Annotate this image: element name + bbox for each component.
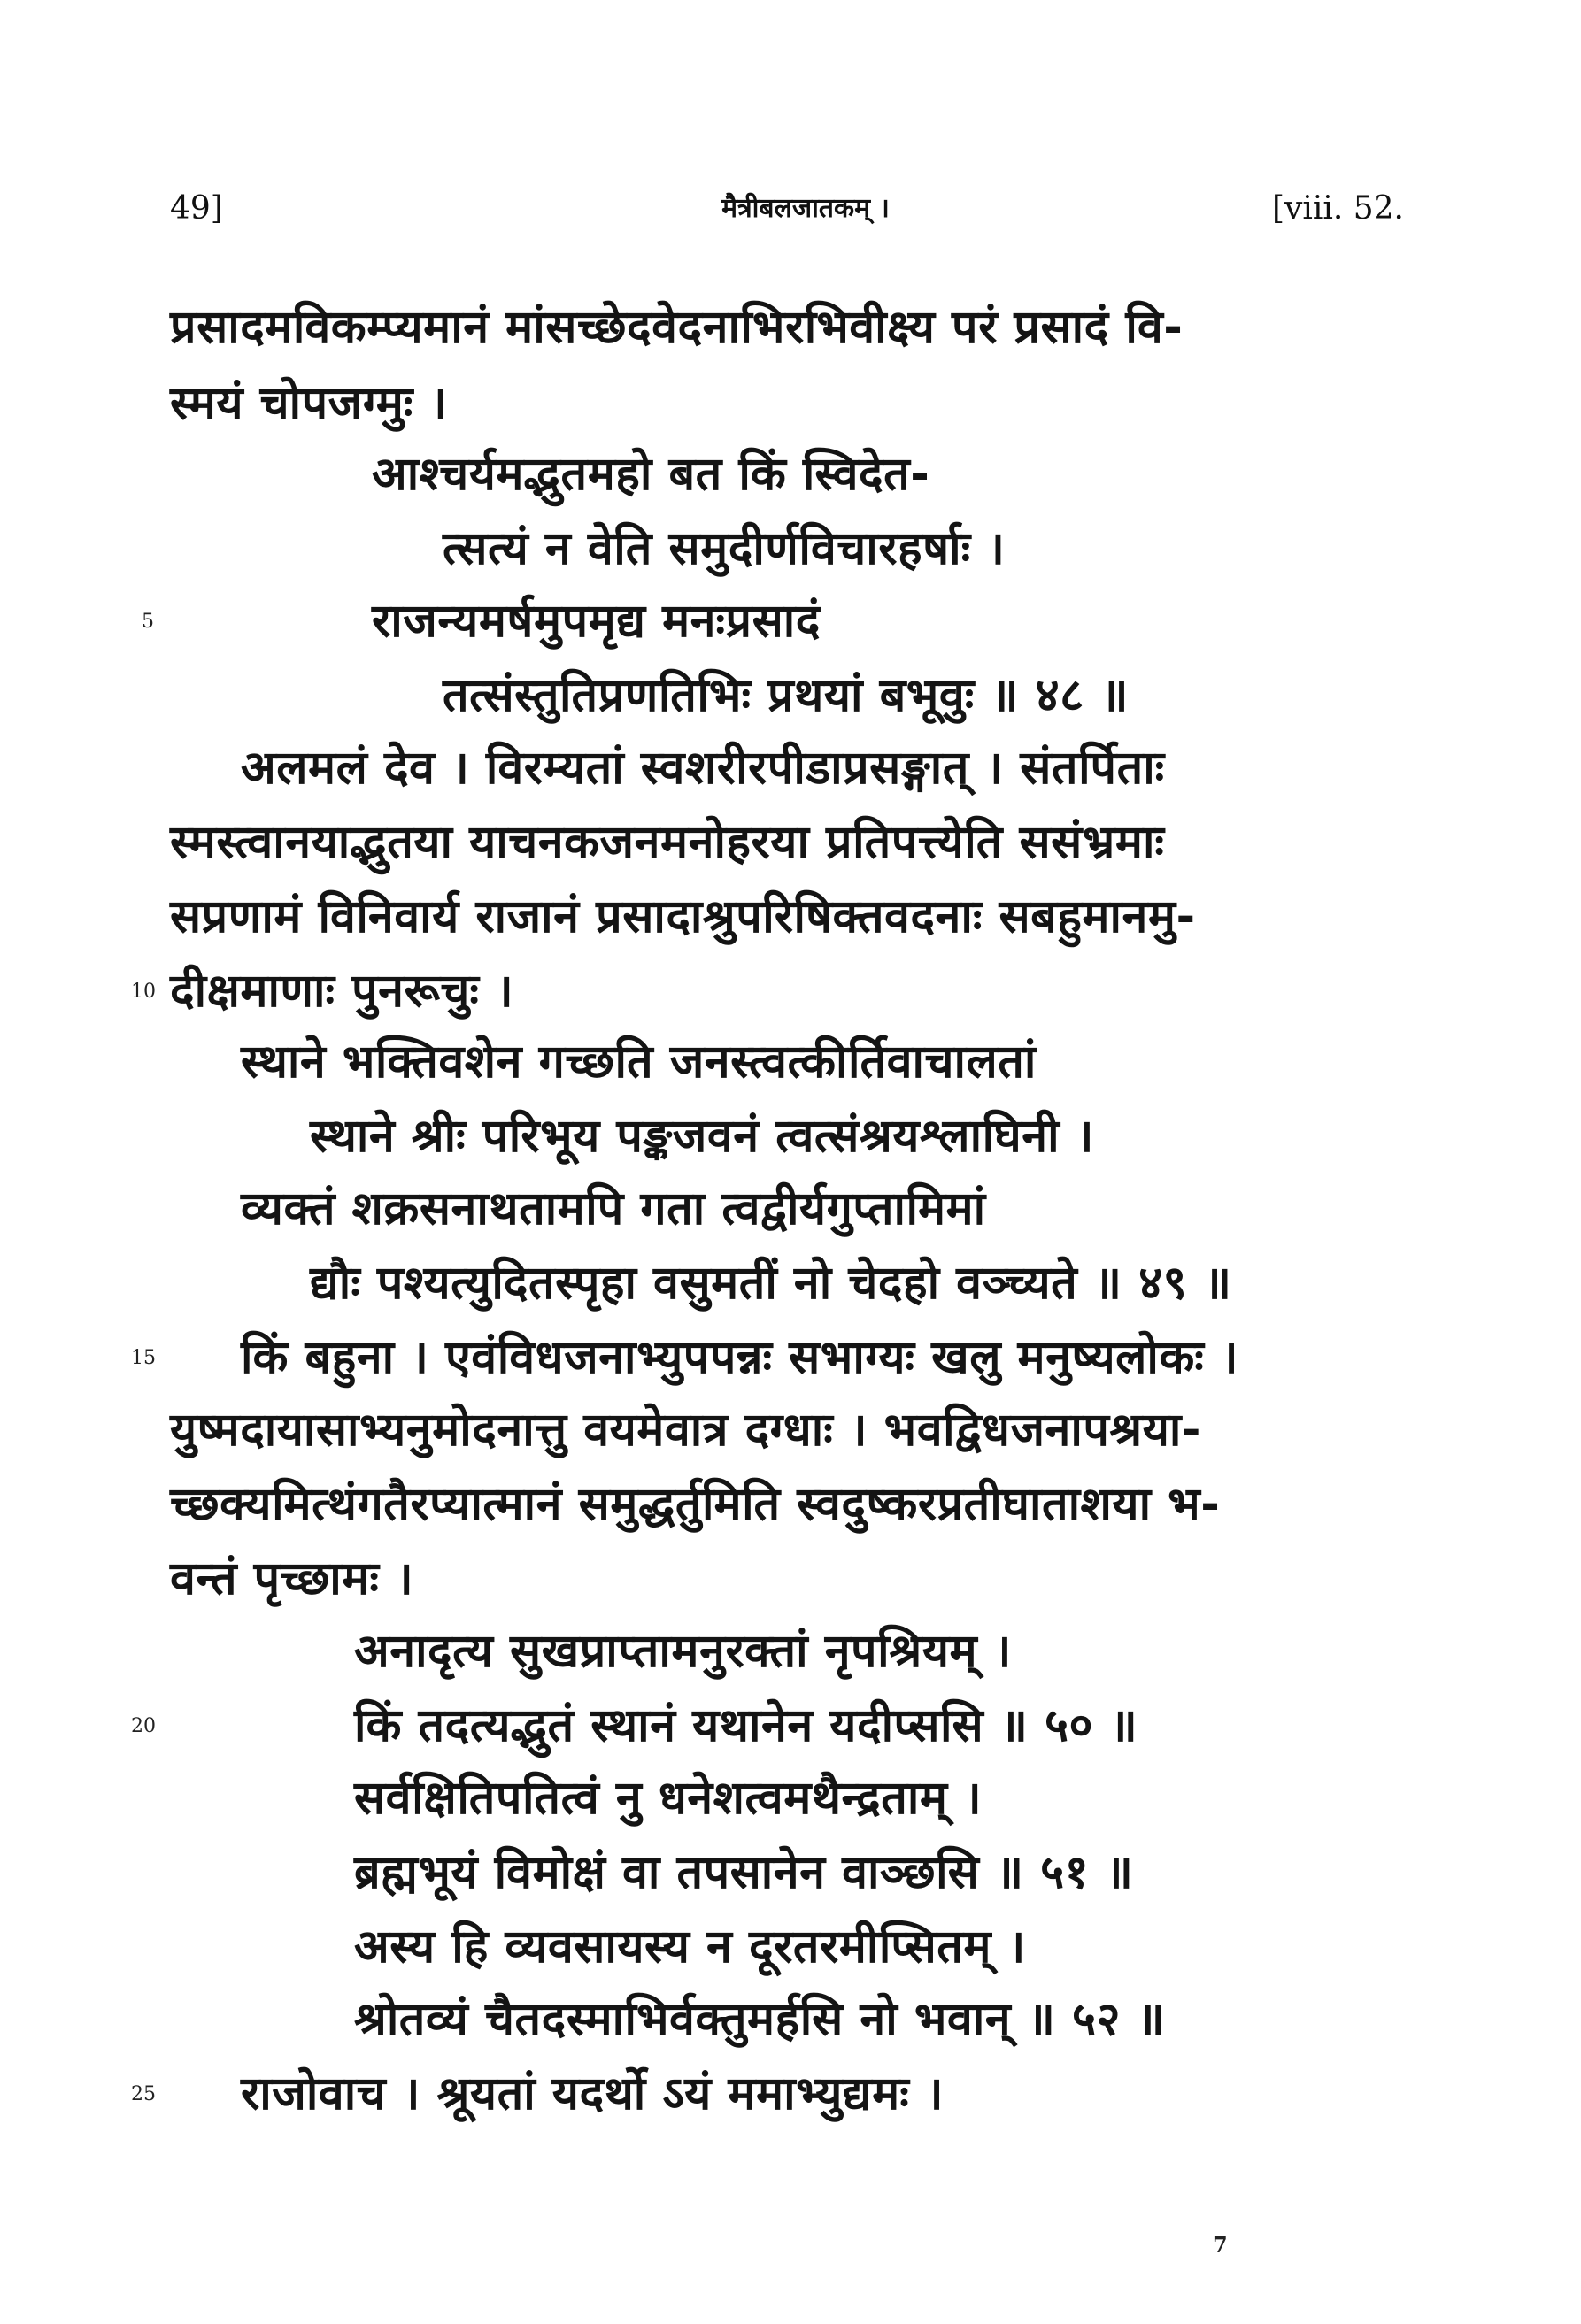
verse-line: व्यक्तं शक्रसनाथतामपि गता त्वद्वीर्यगुप्तामिमां: [241, 1182, 986, 1235]
text-line: राजोवाच । श्रूयतां यदर्थो ऽयं ममाभ्युद्यमः ।: [241, 2067, 945, 2120]
running-title: मैत्रीबलजातकम् ।: [721, 193, 890, 224]
text-line: स्मयं चोपजग्मुः ।: [170, 377, 448, 430]
line-number: 20: [131, 1715, 156, 1737]
text-line: वन्तं पृच्छामः ।: [170, 1552, 414, 1605]
verse-line: अनादृत्य सुखप्राप्तामनुरक्तां नृपश्रियम् ।: [354, 1625, 1012, 1678]
text-line: प्रसादमविकम्प्यमानं मांसच्छेदवेदनाभिरभिवीक्ष्य परं प्रसादं वि-: [170, 301, 1184, 354]
text-line: सप्रणामं विनिवार्य राजानं प्रसादाश्रुपरिषिक्तवदनाः सबहुमानमु-: [170, 890, 1196, 943]
text-line: युष्मदायासाभ्यनुमोदनात्तु वयमेवात्र दग्धाः । भवद्विधजनापश्रया-: [170, 1404, 1201, 1457]
page-number: 49]: [170, 190, 223, 227]
text-line: स्मस्त्वानयाद्भुतया याचनकजनमनोहरया प्रतिपत्त्येति ससंभ्रमाः: [170, 816, 1165, 869]
verse-line: अस्य हि व्यवसायस्य न दूरतरमीप्सितम् ।: [354, 1920, 1026, 1974]
verse-line: द्यौः पश्यत्युदितस्पृहा वसुमतीं नो चेदहो वञ्च्यते ॥ ४९ ॥: [310, 1257, 1232, 1310]
verse-line: आश्चर्यमद्भुतमहो बत किं स्विदेत-: [372, 448, 930, 501]
text-line: किं बहुना । एवंविधजनाभ्युपपन्नः सभाग्यः खलु मनुष्यलोकः ।: [241, 1331, 1239, 1384]
verse-line: श्रोतव्यं चैतदस्माभिर्वक्तुमर्हसि नो भवान् ॥ ५२ ॥: [354, 1993, 1166, 2046]
verse-line: तत्संस्तुतिप्रणतिभिः प्रथयां बभूवुः ॥ ४८ ॥: [443, 669, 1129, 722]
line-number: 25: [131, 2083, 156, 2105]
text-line: अलमलं देव । विरम्यतां स्वशरीरपीडाप्रसङ्गात् । संतर्पिताः: [241, 742, 1165, 795]
text-line: दीक्षमाणाः पुनरूचुः ।: [170, 965, 514, 1018]
verse-line: स्थाने भक्तिवशेन गच्छति जनस्त्वत्कीर्तिवाचालतां: [241, 1035, 1037, 1089]
line-number: 5: [142, 611, 154, 633]
verse-line: किं तदत्यद्भुतं स्थानं यथानेन यदीप्ससि ॥ ५० ॥: [354, 1699, 1138, 1752]
text-line: च्छक्यमित्थंगतैरप्यात्मानं समुद्धर्तुमिति स्वदुष्करप्रतीघाताशया भ-: [170, 1478, 1221, 1531]
verse-line: त्सत्यं न वेति समुदीर्णविचारहर्षाः ।: [443, 522, 1006, 575]
verse-line: राजन्यमर्षमुपमृद्य मनःप्रसादं: [372, 595, 821, 648]
verse-line: ब्रह्मभूयं विमोक्षं वा तपसानेन वाञ्छसि ॥ ५१ ॥: [354, 1846, 1134, 1899]
verse-line: सर्वक्षितिपतित्वं नु धनेशत्वमथैन्द्रताम् ।: [354, 1772, 983, 1825]
line-number: 10: [131, 981, 156, 1003]
section-reference: [viii. 52.: [1271, 190, 1404, 227]
line-number: 15: [131, 1347, 156, 1369]
verse-line: स्थाने श्रीः परिभूय पङ्कजवनं त्वत्संश्रयश्लाघिनी ।: [310, 1110, 1094, 1163]
signature-mark: 7: [1213, 2232, 1228, 2258]
